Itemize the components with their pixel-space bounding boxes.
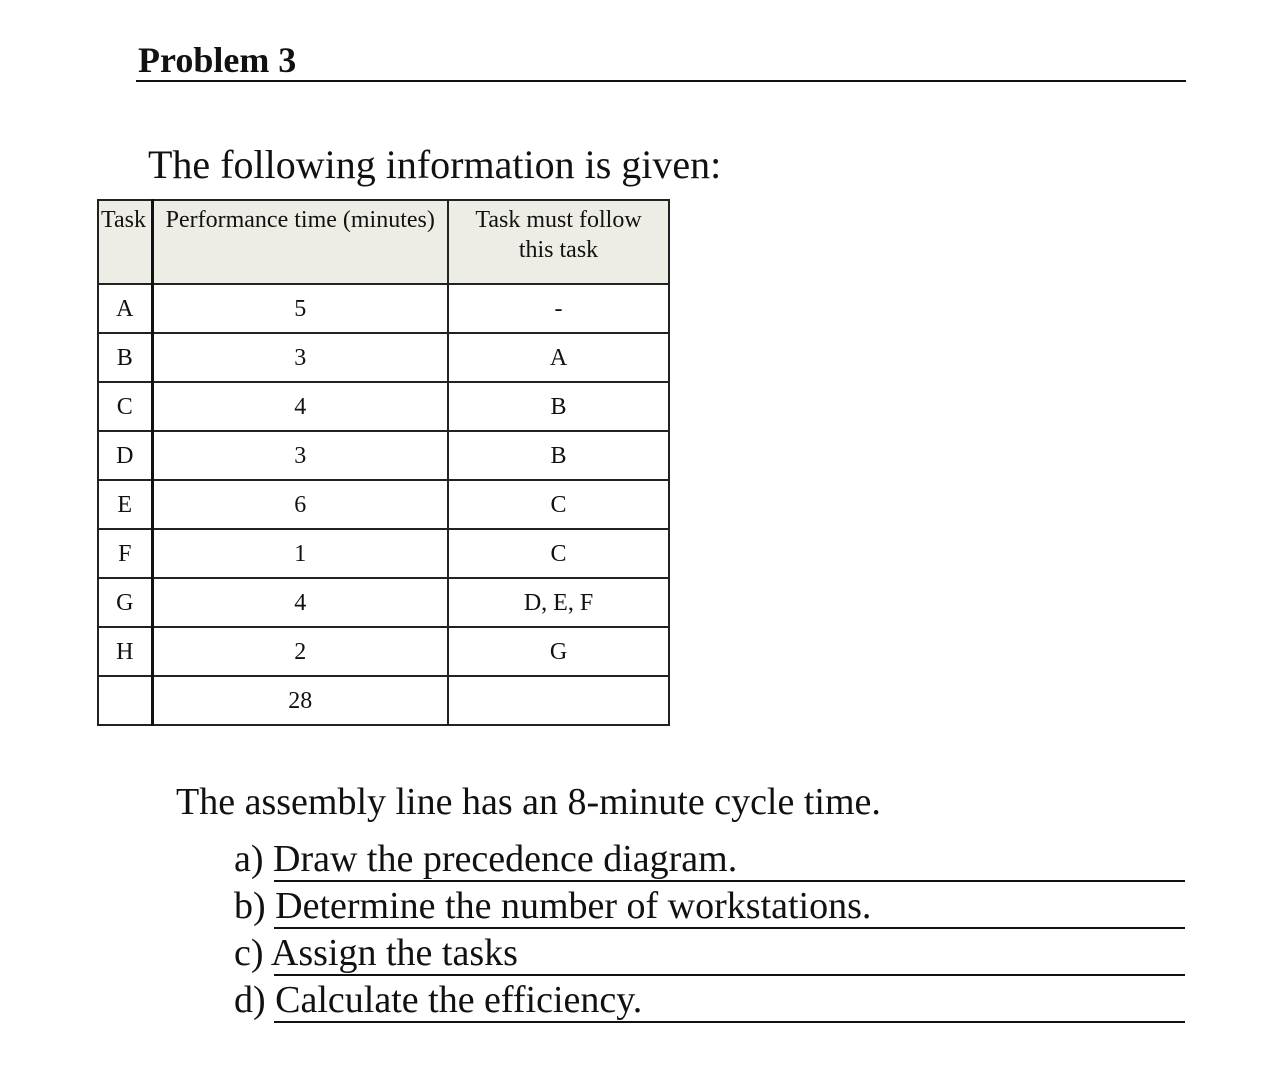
cell-time: 6: [152, 480, 448, 529]
cell-follow: B: [448, 431, 669, 480]
answer-line: [274, 880, 1185, 882]
cell-time: 4: [152, 578, 448, 627]
cell-time: 4: [152, 382, 448, 431]
table-row: [98, 431, 669, 480]
task-table: [97, 199, 670, 726]
answer-line: [274, 927, 1185, 929]
cell-task: B: [98, 333, 152, 382]
cell-total-time: 28: [152, 676, 448, 725]
question-item: d) Calculate the efficiency.: [234, 979, 643, 1021]
cell-time: 5: [152, 284, 448, 333]
cell-task: C: [98, 382, 152, 431]
cell-follow: C: [448, 480, 669, 529]
header-performance-time: Performance time (minutes): [152, 200, 448, 284]
question-list: [234, 836, 871, 1024]
cell-follow: D, E, F: [448, 578, 669, 627]
cell-time: 2: [152, 627, 448, 676]
answer-line: [274, 1021, 1185, 1023]
cell-task: A: [98, 284, 152, 333]
cell-time: 1: [152, 529, 448, 578]
cell-follow: B: [448, 382, 669, 431]
table-row: [98, 529, 669, 578]
cell-follow: G: [448, 627, 669, 676]
table-header-row: [98, 200, 669, 284]
cell-task: F: [98, 529, 152, 578]
question-item: a) Draw the precedence diagram.: [234, 838, 738, 880]
header-follow-line2: this task: [518, 237, 599, 263]
answer-line: [274, 974, 1185, 976]
table-total-row: [98, 676, 669, 725]
question-item: c) Assign the tasks: [234, 932, 518, 974]
table-row: [98, 284, 669, 333]
cell-task: H: [98, 627, 152, 676]
cell-follow: C: [448, 529, 669, 578]
title-underline: [136, 80, 1186, 82]
intro-text: The following information is given:: [148, 142, 722, 187]
cell-total-task: [98, 676, 152, 725]
table-row: [98, 627, 669, 676]
cell-task: G: [98, 578, 152, 627]
cell-follow: -: [448, 284, 669, 333]
header-follow-line1: Task must follow: [475, 207, 642, 233]
cycle-time-statement: The assembly line has an 8-minute cycle time.: [176, 781, 881, 823]
table-row: [98, 480, 669, 529]
cell-task: E: [98, 480, 152, 529]
table-row: [98, 578, 669, 627]
table-row: [98, 382, 669, 431]
table-row: [98, 333, 669, 382]
cell-follow: A: [448, 333, 669, 382]
header-task-must-follow: [448, 200, 669, 284]
cell-time: 3: [152, 333, 448, 382]
cell-time: 3: [152, 431, 448, 480]
question-item: b) Determine the number of workstations.: [234, 885, 872, 927]
problem-title: Problem 3: [138, 40, 297, 80]
cell-total-follow: [448, 676, 669, 725]
header-task: Task: [98, 200, 152, 284]
cell-task: D: [98, 431, 152, 480]
